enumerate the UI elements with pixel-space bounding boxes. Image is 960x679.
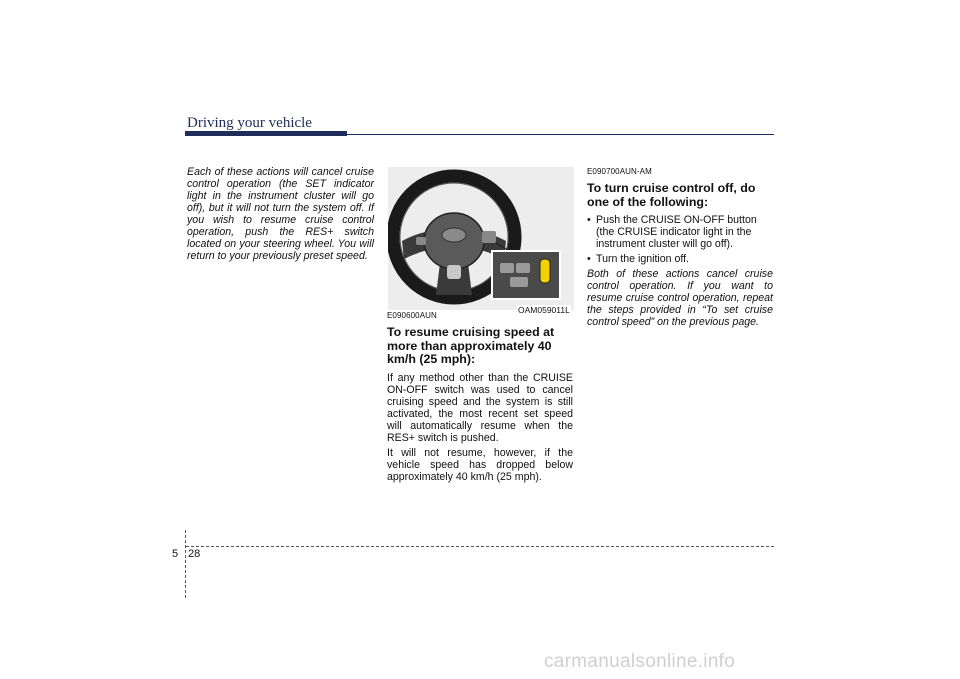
turn-off-heading: To turn cruise control off, do one of the following: <box>587 181 756 209</box>
chapter-number: 5 <box>172 548 179 560</box>
section-title: Driving your vehicle <box>187 115 312 131</box>
middle-column <box>387 310 573 486</box>
steering-wheel-figure <box>388 167 574 310</box>
footer-divider <box>186 546 774 547</box>
steering-wheel-illustration <box>388 167 574 310</box>
section-code: E090600AUN <box>387 311 437 320</box>
body-paragraph: It will not resume, however, if the vehicle speed has dropped below approximately 40 km/h (25 mph). <box>387 446 573 483</box>
left-column <box>187 166 374 262</box>
page-number: 28 <box>188 548 201 560</box>
title-underline-thin <box>347 134 774 135</box>
body-paragraph: If any method other than the CRUISE ON-OFF switch was used to cancel cruising speed and the system is still activated, the most recent set speed will automatically resume when the RES+ switch is pushed. <box>387 371 573 444</box>
right-column <box>587 166 773 328</box>
watermark: carmanualsonline.info <box>544 651 736 672</box>
list-item-text: Push the CRUISE ON-OFF button (the CRUISE indicator light in the instrument cluster will go off). <box>596 214 757 250</box>
list-item <box>587 214 773 250</box>
figure-label: OAM059011L <box>518 305 570 315</box>
list-item-text: Turn the ignition off. <box>596 253 690 265</box>
cancel-note-text: Each of these actions will cancel cruise control operation (the SET indicator light in the instrument cluster will go off), but it will not turn the system off. If you wish to resume cruise control operation, push the RES+ switch located on your steering wheel. You will return to your previously preset speed. <box>187 166 374 262</box>
title-underline-thick <box>185 131 347 136</box>
bullet-icon: • <box>587 214 591 226</box>
bullet-list <box>587 214 773 265</box>
footer-vertical-divider <box>185 530 186 598</box>
bullet-icon: • <box>587 253 591 265</box>
list-item <box>587 253 773 265</box>
resume-heading: To resume cruising speed at more than approximately 40 km/h (25 mph): <box>387 325 555 366</box>
section-code: E090700AUN-AM <box>587 167 652 176</box>
cancel-note-text: Both of these actions cancel cruise control operation. If you want to resume cruise control operation, repeat the steps provided in “To set cruise control speed” on the previous page. <box>587 268 773 328</box>
